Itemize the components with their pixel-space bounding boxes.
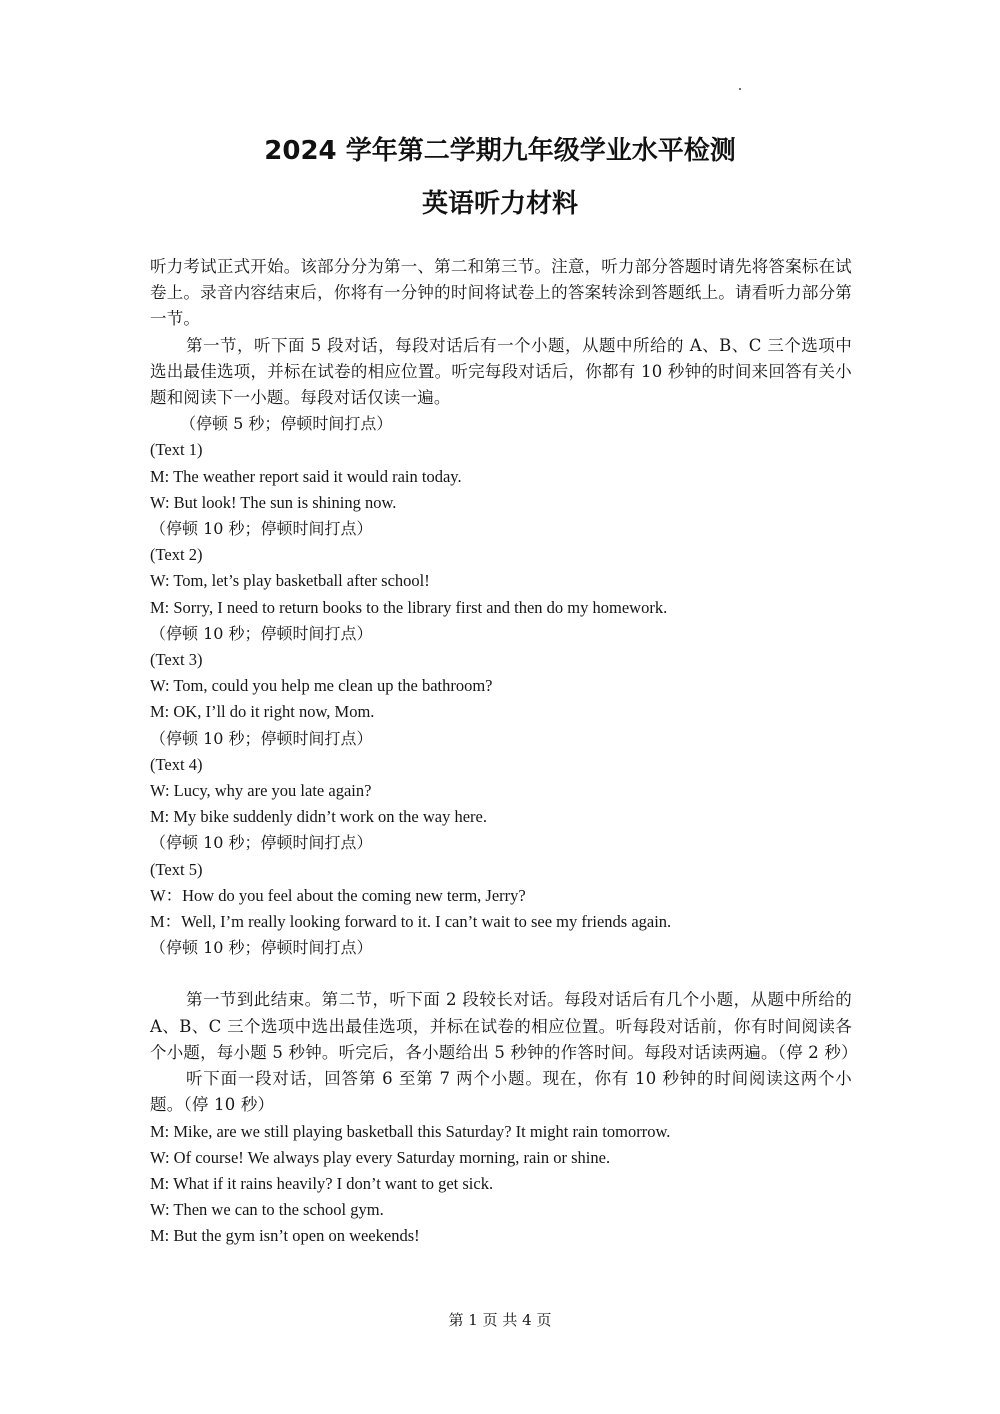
intro-paragraph: 听力考试正式开始。该部分分为第一、第二和第三节。注意，听力部分答题时请先将答案标在试卷上。录音内容结束后，你将有一分钟的时间将试卷上的答案转涂到答题纸上。请看听力部分第一节。 — [150, 257, 852, 329]
section1-instructions: 第一节，听下面 5 段对话，每段对话后有一个小题，从题中所给的 A、B、C 三个选项中选出最佳选项，并标在试卷的相应位置。听完每段对话后，你都有 10 秒钟的时间来回答有关小题和阅读下一小题。每段对话仅读一遍。 — [150, 335, 852, 408]
dialogue-line: W: Of course! We always play every Saturday morning, rain or shine. — [150, 1147, 611, 1167]
dialogue-intro: 听下面一段对话，回答第 6 至第 7 两个小题。现在，你有 10 秒钟的时间阅读这两个小题。（停 10 秒） — [150, 1069, 852, 1115]
dialogue-line: M: But the gym isn’t open on weekends! — [150, 1226, 420, 1246]
pause-note: （停顿 10 秒；停顿时间打点） — [150, 938, 373, 958]
dialogue-line: W: Tom, let’s play basketball after school! — [150, 571, 430, 591]
dialogue-line: W: Then we can to the school gym. — [150, 1200, 384, 1220]
section2-instructions: 第一节到此结束。第二节，听下面 2 段较长对话。每段对话后有几个小题，从题中所给的 A、B、C 三个选项中选出最佳选项，并标在试卷的相应位置。听每段对话前，你有时间阅读各个小题，每小题 5 秒钟。听完后，各小题给出 5 秒钟的作答时间。每段对话读两遍。（停 2 秒） — [150, 990, 858, 1062]
page-number: 第 1 页 共 4 页 — [448, 1311, 552, 1329]
dialogue-line: M: Sorry, I need to return books to the library first and then do my homework. — [150, 597, 668, 617]
dialogue-line: W: Tom, could you help me clean up the bathroom? — [150, 676, 493, 696]
text-label: (Text 5) — [150, 859, 203, 879]
dialogue-line: W: But look! The sun is shining now. — [150, 492, 397, 512]
pause-note: （停顿 10 秒；停顿时间打点） — [150, 519, 373, 539]
dialogue-line: W: Lucy, why are you late again? — [150, 781, 372, 801]
pause-note: （停顿 10 秒；停顿时间打点） — [150, 728, 373, 748]
text-label: (Text 1) — [150, 440, 203, 460]
dialogue-line: M: Mike, are we still playing basketball this Saturday? It might rain tomorrow. — [150, 1121, 671, 1141]
dialogue-line: M：Well, I’m really looking forward to it. I can’t wait to see my friends again. — [150, 912, 672, 932]
text-label: (Text 4) — [150, 754, 203, 774]
section-gap — [150, 961, 852, 987]
scan-speck — [739, 88, 741, 90]
dialogue-line: M: What if it rains heavily? I don’t want to get sick. — [150, 1173, 494, 1193]
dialogue-line: W：How do you feel about the coming new term, Jerry? — [150, 885, 526, 905]
dialogue-line: M: The weather report said it would rain today. — [150, 466, 462, 486]
section1-pause: （停顿 5 秒；停顿时间打点） — [180, 414, 393, 434]
text-label: (Text 2) — [150, 545, 203, 565]
pause-note: （停顿 10 秒；停顿时间打点） — [150, 623, 373, 643]
pause-note: （停顿 10 秒；停顿时间打点） — [150, 833, 373, 853]
dialogue-line: M: OK, I’ll do it right now, Mom. — [150, 702, 375, 722]
dialogue-line: M: My bike suddenly didn’t work on the way here. — [150, 807, 487, 827]
document-subtitle: 英语听力材料 — [421, 189, 578, 219]
text-label: (Text 3) — [150, 650, 203, 670]
document-title: 2024 学年第二学期九年级学业水平检测 — [264, 136, 736, 166]
document-body — [150, 254, 858, 1250]
